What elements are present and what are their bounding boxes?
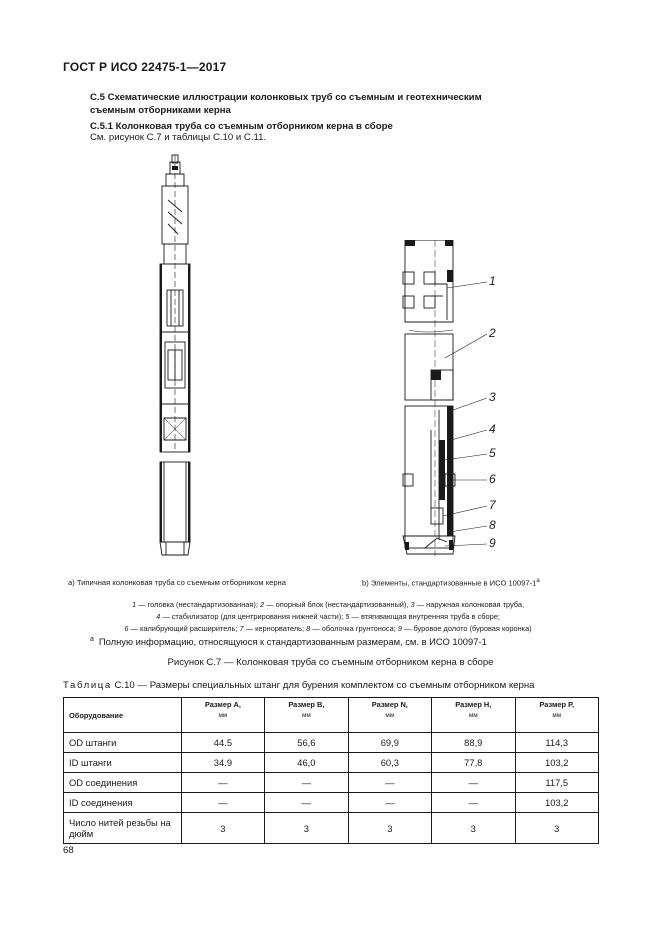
- callout-label: 6: [489, 472, 496, 486]
- column-header: Размер А, мм: [181, 698, 264, 733]
- callout-label: 1: [489, 274, 496, 288]
- table-cell: —: [348, 773, 431, 793]
- table-cell: 114,3: [515, 733, 599, 753]
- figure-reference: См. рисунок С.7 и таблицы С.10 и С.11.: [90, 132, 267, 143]
- legend-number: 8: [306, 624, 311, 633]
- table-cell: —: [265, 773, 348, 793]
- table-row: [64, 733, 599, 753]
- legend-text: втягивающая внутренняя труба в сборе;: [360, 612, 500, 621]
- legend-text: калибрующий расширитель;: [139, 624, 238, 633]
- legend-text: наружная колонковая труба,: [426, 600, 525, 609]
- callout-label: 3: [489, 390, 496, 404]
- legend-number: 6: [124, 624, 129, 633]
- legend-number: 3: [410, 600, 415, 609]
- table-cell: —: [432, 773, 515, 793]
- table-cell: 69,9: [348, 733, 431, 753]
- subsection-title: С.5.1 Колонковая труба со съемным отборником керна в сборе: [90, 121, 393, 132]
- legend-text: буровое долото (буровая коронка): [413, 624, 532, 633]
- page-number: 68: [63, 845, 74, 856]
- table-cell: —: [432, 793, 515, 813]
- legend-text: опорный блок (нестандартизованный),: [275, 600, 409, 609]
- row-label: ID соединения: [64, 793, 182, 813]
- document-header: ГОСТ Р ИСО 22475-1—2017: [63, 60, 227, 74]
- column-header: Размер Н, мм: [432, 698, 515, 733]
- row-label: OD соединения: [64, 773, 182, 793]
- figure-caption-b: [362, 578, 540, 588]
- row-label: Число нитей резьбы на дюйм: [64, 813, 182, 844]
- figure-caption-b-text: b) Элементы, стандартизованные в ИСО 10097-1: [362, 578, 537, 588]
- table-cell: 103,2: [515, 793, 599, 813]
- table-row: [64, 793, 599, 813]
- table-cell: 103,2: [515, 753, 599, 773]
- legend-number: 1: [131, 600, 137, 609]
- table-cell: 3: [181, 813, 264, 844]
- column-header: Оборудование: [64, 698, 182, 733]
- legend-text: оболочка грунтоноса;: [321, 624, 396, 633]
- table-cell: 3: [265, 813, 348, 844]
- callout-label: 9: [489, 536, 496, 550]
- table-cell: 3: [432, 813, 515, 844]
- figure-title: Рисунок С.7 — Колонковая труба со съемным отборником керна в сборе: [167, 657, 494, 668]
- table-cell: 44.5: [181, 733, 264, 753]
- table-cell: 77,8: [432, 753, 515, 773]
- legend-number: 9: [397, 624, 402, 633]
- column-header: Размер Р, мм: [515, 698, 599, 733]
- column-header: Размер N, мм: [348, 698, 431, 733]
- dimensions-table: [63, 697, 599, 844]
- row-label: OD штанги: [64, 733, 182, 753]
- table-cell: 3: [348, 813, 431, 844]
- core-barrel-drawing-a: [150, 150, 200, 570]
- table-title-text: С.10 — Размеры специальных штанг для бурения комплектом со съемным отборником керна: [114, 680, 535, 691]
- row-label: ID штанги: [64, 753, 182, 773]
- table-cell: 117,5: [515, 773, 599, 793]
- table-cell: —: [181, 793, 264, 813]
- table-row: [64, 773, 599, 793]
- table-row: [64, 753, 599, 773]
- table-row: [64, 813, 599, 844]
- table-label: Таблица: [63, 680, 112, 691]
- legend-text: стабилизатор (для центрирования нижней части);: [171, 612, 344, 621]
- callout-label: 5: [489, 446, 496, 460]
- callout-label: 2: [489, 326, 496, 340]
- callout-label: 7: [489, 498, 496, 512]
- table-cell: —: [265, 793, 348, 813]
- footnote-mark: a: [90, 636, 94, 643]
- table-cell: —: [181, 773, 264, 793]
- table-cell: —: [348, 793, 431, 813]
- table-title: [63, 680, 534, 691]
- legend-number: 7: [239, 624, 244, 633]
- footnote-mark: a: [536, 578, 540, 584]
- table-cell: 34.9: [181, 753, 264, 773]
- table-cell: 56,6: [265, 733, 348, 753]
- legend-text: головка (нестандартизованная);: [147, 600, 258, 609]
- footnote-text: Полную информацию, относящуюся к стандартизованным размерам, см. в ИСО 10097-1: [98, 636, 487, 647]
- section-title: С.5 Схематические иллюстрации колонковых труб со съемным и геотехническим съемным отборниками керна: [90, 92, 482, 116]
- callout-label: 8: [489, 518, 496, 532]
- table-cell: 46,0: [265, 753, 348, 773]
- table-header-row: [64, 698, 599, 733]
- table-cell: 88,9: [432, 733, 515, 753]
- figure-footnote: [90, 636, 487, 647]
- figure-caption-a: а) Типичная колонковая труба со съемным отборником керна: [68, 578, 286, 587]
- legend-number: 2: [260, 600, 265, 609]
- legend-number: 5: [345, 612, 350, 621]
- column-header: Размер В, мм: [265, 698, 348, 733]
- table-cell: 60,3: [348, 753, 431, 773]
- legend-number: 4: [156, 612, 161, 621]
- table-cell: 3: [515, 813, 599, 844]
- legend-text: кернорватель;: [255, 624, 305, 633]
- figure-legend: 1 — головка (нестандартизованная); 2 — опорный блок (нестандартизованный), 3 — наружная колонковая труба, 4 — стабилизатор (для центрирования нижней части); 5 — втягивающая внутренняя труба в сборе; 6 — калибрующий расширитель; 7 — кернорватель; 8 — оболочка грунтоноса; 9 — буровое долото (буровая коронка): [124, 600, 532, 633]
- core-barrel-drawing-b: [395, 240, 505, 560]
- callout-label: 4: [489, 422, 496, 436]
